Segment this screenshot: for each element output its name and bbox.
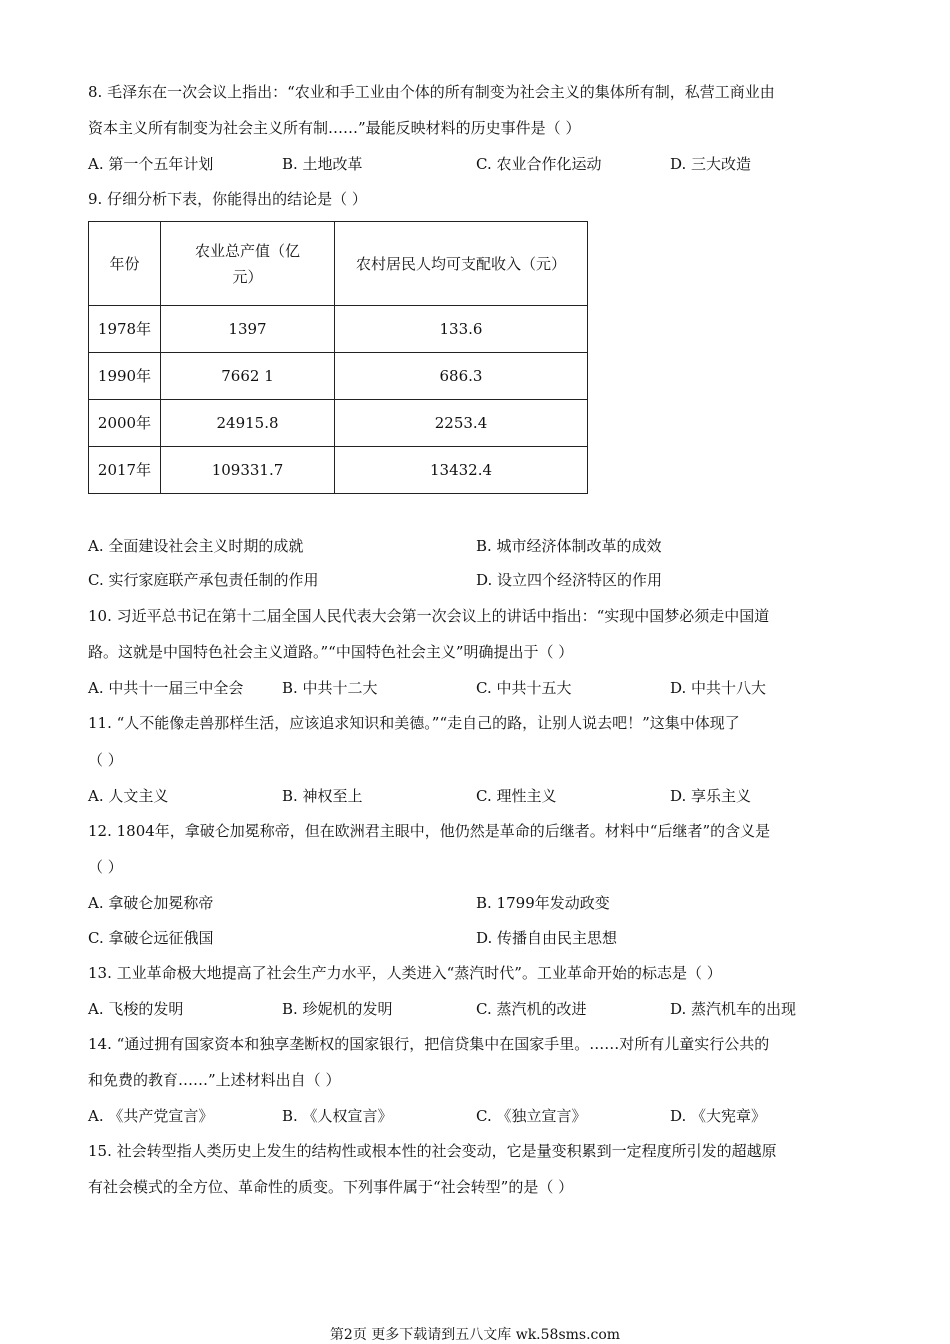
q9-stem: 9. 仔细分析下表，你能得出的结论是（ ）: [88, 190, 367, 208]
table-row: [89, 306, 588, 353]
q12-option-b: B. 1799年发动政变: [476, 894, 610, 912]
q8-option-a: A. 第一个五年计划: [88, 155, 214, 173]
q14-option-a: A. 《共产党宣言》: [88, 1107, 214, 1125]
q15-stem-line2: 有社会模式的全方位、革命性的质变。下列事件属于“社会转型”的是（ ）: [88, 1178, 574, 1196]
q11-option-b: B. 神权至上: [282, 787, 363, 805]
q12-stem-line1: 12. 1804年，拿破仑加冕称帝，但在欧洲君主眼中，他仍然是革命的后继者。材料中“后继者”的含义是: [88, 822, 771, 840]
q14-stem-line1: 14. “通过拥有国家资本和独享垄断权的国家银行，把信贷集中在国家手里。……对所有儿童实行公共的: [88, 1035, 770, 1053]
q11-option-a: A. 人文主义: [88, 787, 169, 805]
q14-stem-line2: 和免费的教育……”上述材料出自（ ）: [88, 1071, 341, 1089]
q13-option-b: B. 珍妮机的发明: [282, 1000, 393, 1018]
q11-stem-line1: 11. “人不能像走兽那样生活，应该追求知识和美德。”“走自己的路，让别人说去吧！”这集中体现了: [88, 714, 740, 732]
cell-rural-income: 133.6: [335, 306, 588, 353]
q12-option-a: A. 拿破仑加冕称帝: [88, 894, 214, 912]
q9-option-d: D. 设立四个经济特区的作用: [476, 571, 663, 589]
q10-option-a: A. 中共十一届三中全会: [88, 679, 244, 697]
header-agri-output: [161, 222, 335, 306]
cell-year: 1990年: [89, 353, 161, 400]
cell-rural-income: 13432.4: [335, 447, 588, 494]
q10-option-c: C. 中共十五大: [476, 679, 572, 697]
page-footer: 第2页 更多下载请到五八文库 wk.58sms.com: [329, 1327, 621, 1343]
header-agri-output-line1: 农业总产值（亿: [194, 241, 300, 260]
q8-stem-line2: 资本主义所有制变为社会主义所有制……”最能反映材料的历史事件是（ ）: [88, 119, 581, 137]
header-agri-output-line2: 元）: [232, 267, 263, 286]
cell-agri-output: 7662 1: [161, 353, 335, 400]
q9-data-table: [88, 221, 588, 494]
cell-rural-income: 2253.4: [335, 400, 588, 447]
q14-option-d: D. 《大宪章》: [670, 1107, 767, 1125]
table-header-row: [89, 222, 588, 306]
q11-option-d: D. 享乐主义: [670, 787, 752, 805]
table-row: [89, 447, 588, 494]
q13-stem: 13. 工业革命极大地提高了社会生产力水平，人类进入“蒸汽时代”。工业革命开始的标志是（ ）: [88, 964, 722, 982]
cell-year: 2000年: [89, 400, 161, 447]
header-rural-income: 农村居民人均可支配收入（元）: [335, 222, 588, 306]
table-row: [89, 400, 588, 447]
q13-option-a: A. 飞梭的发明: [88, 1000, 184, 1018]
header-year: 年份: [89, 222, 161, 306]
q12-option-d: D. 传播自由民主思想: [476, 929, 618, 947]
q10-option-b: B. 中共十二大: [282, 679, 378, 697]
q15-stem-line1: 15. 社会转型指人类历史上发生的结构性或根本性的社会变动，它是量变积累到一定程度所引发的超越原: [88, 1142, 777, 1160]
q8-option-c: C. 农业合作化运动: [476, 155, 602, 173]
q11-stem-line2: （ ）: [88, 751, 123, 769]
q12-option-c: C. 拿破仑远征俄国: [88, 929, 214, 947]
q10-stem-line2: 路。这就是中国特色社会主义道路。”“中国特色社会主义”明确提出于（ ）: [88, 643, 574, 661]
q8-option-b: B. 土地改革: [282, 155, 363, 173]
table-row: [89, 353, 588, 400]
q9-option-c: C. 实行家庭联产承包责任制的作用: [88, 571, 319, 589]
cell-agri-output: 109331.7: [161, 447, 335, 494]
q13-option-d: D. 蒸汽机车的出现: [670, 1000, 797, 1018]
q8-stem-line1: 8. 毛泽东在一次会议上指出：“农业和手工业由个体的所有制变为社会主义的集体所有制，私营工商业由: [88, 83, 775, 101]
q9-option-b: B. 城市经济体制改革的成效: [476, 537, 662, 555]
q10-option-d: D. 中共十八大: [670, 679, 767, 697]
cell-year: 2017年: [89, 447, 161, 494]
cell-rural-income: 686.3: [335, 353, 588, 400]
q10-stem-line1: 10. 习近平总书记在第十二届全国人民代表大会第一次会议上的讲话中指出：“实现中国梦必须走中国道: [88, 607, 770, 625]
q12-stem-line2: （ ）: [88, 858, 123, 876]
cell-agri-output: 24915.8: [161, 400, 335, 447]
cell-agri-output: 1397: [161, 306, 335, 353]
q14-option-b: B. 《人权宣言》: [282, 1107, 393, 1125]
q9-option-a: A. 全面建设社会主义时期的成就: [88, 537, 304, 555]
cell-year: 1978年: [89, 306, 161, 353]
q14-option-c: C. 《独立宣言》: [476, 1107, 587, 1125]
q13-option-c: C. 蒸汽机的改进: [476, 1000, 587, 1018]
q8-option-d: D. 三大改造: [670, 155, 752, 173]
q11-option-c: C. 理性主义: [476, 787, 557, 805]
